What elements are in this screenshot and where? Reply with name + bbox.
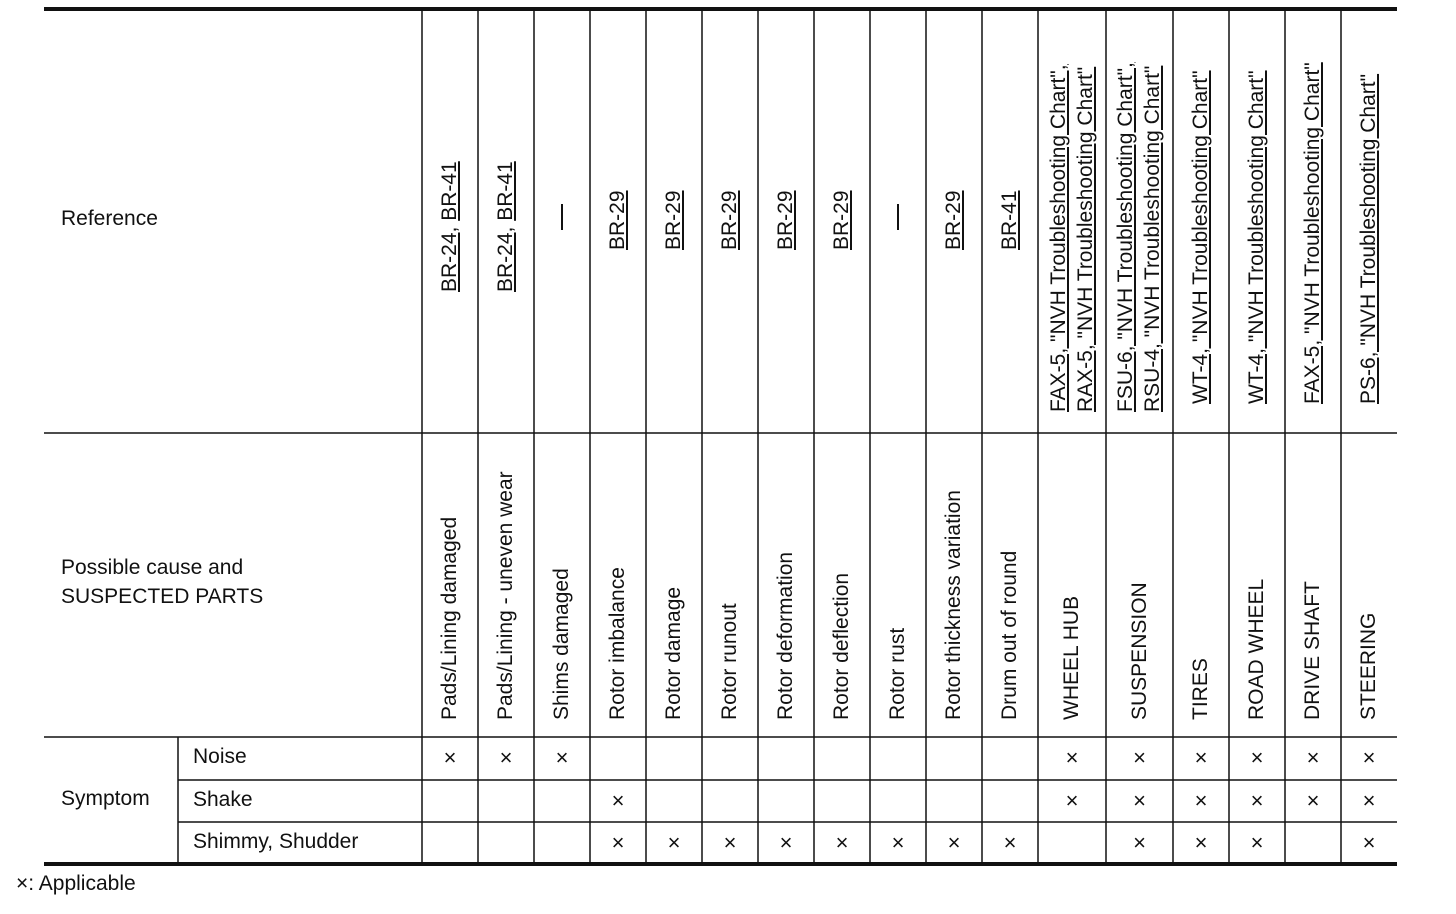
reference-link[interactable]: BR-29 [830, 190, 853, 250]
symptom-name: Shake [193, 788, 253, 811]
reference-link[interactable]: FSU-6, "NVH Troubleshooting Chart", [1114, 62, 1137, 412]
column-part-label: Pads/Lining damaged [438, 516, 461, 720]
symptom-label: Symptom [61, 787, 150, 810]
reference-link[interactable]: BR-29 [942, 190, 965, 250]
applicable-mark: × [723, 830, 737, 855]
reference-link[interactable]: RSU-4, "NVH Troubleshooting Chart" [1141, 65, 1164, 412]
reference-link[interactable]: RAX-5, "NVH Troubleshooting Chart" [1073, 66, 1097, 412]
applicable-mark: × [1250, 788, 1264, 813]
column-part-label: Pads/Lining - uneven wear [494, 471, 517, 720]
reference-line [1075, 67, 1096, 412]
applicable-mark: × [1133, 788, 1146, 813]
reference-line [439, 161, 460, 292]
applicable-mark: × [611, 788, 625, 813]
applicable-mark: × [1194, 788, 1208, 813]
reference-link[interactable]: BR-41 [494, 161, 517, 221]
applicable-mark: × [1362, 788, 1376, 813]
reference-dash [561, 204, 563, 230]
applicable-mark: × [1133, 745, 1146, 770]
applicable-mark: × [1194, 745, 1208, 770]
reference-line [775, 190, 796, 250]
column-part-label: Rotor rust [886, 627, 909, 720]
column-part-label: Drum out of round [998, 550, 1021, 720]
applicable-mark: × [1065, 788, 1079, 813]
reference-link[interactable]: FAX-5, "NVH Troubleshooting Chart", [1046, 64, 1070, 412]
column-part-label: Rotor deflection [830, 572, 853, 720]
cause-label-line2: SUSPECTED PARTS [61, 585, 264, 608]
applicable-mark: × [667, 830, 681, 855]
reference-link[interactable]: WT-4, "NVH Troubleshooting Chart" [1189, 70, 1212, 404]
column-part-label: Rotor runout [718, 603, 741, 720]
applicable-mark: × [1362, 745, 1376, 770]
reference-line [1048, 64, 1069, 412]
reference-line [999, 190, 1020, 250]
reference-link[interactable]: BR-24 [494, 232, 517, 292]
applicable-mark: × [1250, 830, 1264, 855]
reference-line [1246, 70, 1267, 404]
applicable-mark: × [555, 745, 569, 770]
reference-line [1190, 70, 1211, 404]
reference-link[interactable]: BR-29 [662, 190, 685, 250]
column-part-label: Rotor damage [662, 586, 685, 720]
column-part-label: DRIVE SHAFT [1301, 581, 1324, 720]
reference-link[interactable]: BR-29 [606, 190, 629, 250]
column-part-label: STEERING [1357, 612, 1380, 720]
applicable-mark: × [1306, 745, 1320, 770]
reference-link[interactable]: WT-4, "NVH Troubleshooting Chart" [1245, 70, 1268, 404]
reference-line [719, 190, 740, 250]
applicable-mark: × [1133, 830, 1146, 855]
reference-line [607, 190, 628, 250]
column-part-label: Rotor deformation [774, 551, 797, 720]
column-part-label: WHEEL HUB [1060, 595, 1083, 720]
applicable-mark: × [443, 745, 457, 770]
column-part-label: Rotor imbalance [606, 567, 629, 720]
column-part-label: TIRES [1189, 658, 1212, 720]
cause-label-line1: Possible cause and [61, 556, 244, 579]
applicable-mark: × [1362, 830, 1376, 855]
reference-link[interactable]: BR-29 [718, 190, 741, 250]
reference-link[interactable]: BR-29 [774, 190, 797, 250]
reference-link[interactable]: BR-41 [438, 161, 461, 221]
reference-dash [897, 204, 899, 230]
applicable-mark: × [611, 830, 625, 855]
applicable-mark: × [1306, 788, 1320, 813]
reference-label: Reference [61, 207, 158, 230]
reference-link[interactable]: BR-24 [438, 232, 461, 292]
column-part-label: Shims damaged [550, 568, 573, 720]
reference-separator: , [494, 220, 517, 233]
reference-line [1115, 62, 1136, 412]
reference-separator: , [438, 220, 461, 233]
applicable-mark: × [779, 830, 793, 855]
column-part-label: SUSPENSION [1127, 582, 1151, 720]
reference-line [1302, 62, 1323, 404]
column-part-label: ROAD WHEEL [1245, 578, 1268, 720]
applicable-mark: × [499, 745, 513, 770]
applicable-mark: × [1003, 830, 1017, 855]
reference-link[interactable]: FAX-5, "NVH Troubleshooting Chart" [1301, 62, 1324, 404]
applicable-mark: × [891, 830, 905, 855]
applicable-mark: × [1194, 830, 1208, 855]
symptom-name: Noise [193, 745, 247, 768]
reference-line [943, 190, 964, 250]
applicable-mark: × [1250, 745, 1264, 770]
reference-line [1142, 66, 1163, 412]
legend: ×: Applicable [16, 872, 136, 895]
reference-line [495, 161, 516, 292]
reference-line [1358, 74, 1379, 404]
reference-link[interactable]: PS-6, "NVH Troubleshooting Chart" [1357, 73, 1380, 404]
reference-line [831, 190, 852, 250]
reference-line [663, 190, 684, 250]
column-part-label: Rotor thickness variation [942, 490, 965, 720]
applicable-mark: × [1065, 745, 1079, 770]
symptom-name: Shimmy, Shudder [193, 830, 359, 853]
applicable-mark: × [947, 830, 961, 855]
applicable-mark: × [835, 830, 849, 855]
reference-link[interactable]: BR-41 [998, 190, 1021, 250]
